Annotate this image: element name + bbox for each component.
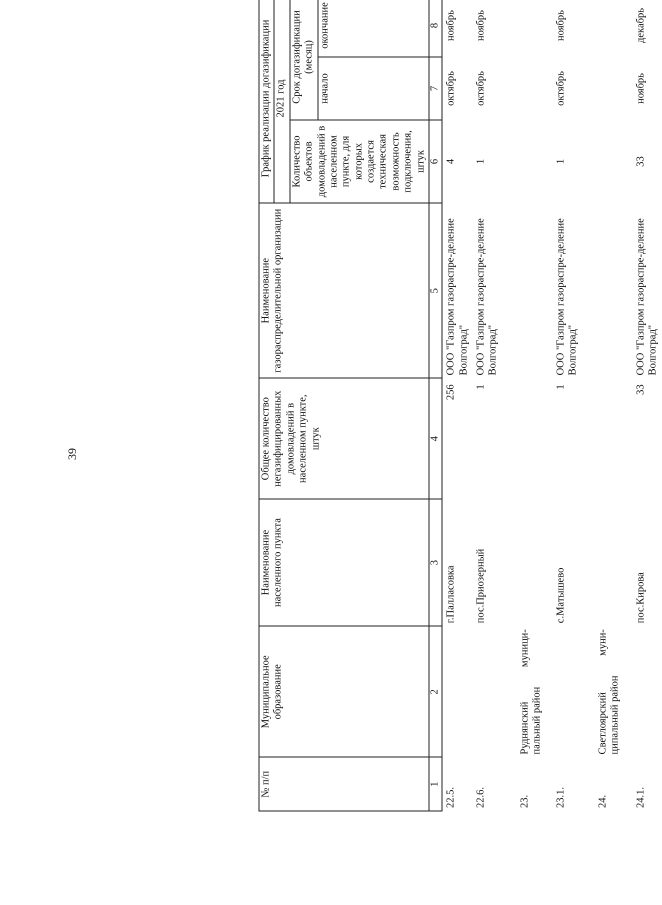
cell-district: Светлоярский муни-ципальный район — [597, 629, 621, 755]
cell-locality: г.Палласовка — [445, 565, 457, 624]
header-term: Срок догазификации (месяц) — [290, 0, 318, 120]
cell-total: 256 — [445, 384, 457, 401]
cell-total: 1 — [555, 384, 567, 390]
col-number-5: 5 — [429, 203, 442, 378]
cell-org — [595, 203, 633, 378]
gasification-table-wrapper — [259, 0, 659, 812]
table-row — [473, 0, 517, 811]
header-end: окончание — [318, 0, 429, 57]
cell-org: ООО "Газпром газораспре-деление Волгоград" — [635, 218, 659, 376]
header-schedule: График реализации догазификации — [259, 0, 274, 203]
table-row — [442, 0, 472, 811]
header-households-count: Количество объектов домовладений в населенном пункте, для которых создается техническая возможность подключения, штук — [290, 120, 429, 203]
table-row — [633, 0, 662, 811]
cell-start — [595, 57, 633, 120]
col-number-8: 8 — [429, 0, 442, 57]
cell-locality: с.Матышево — [555, 567, 567, 624]
col-number-6: 6 — [429, 120, 442, 203]
cell-org: ООО "Газпром газораспре-деление Волгоград" — [445, 218, 470, 376]
cell-num: 22.5. — [445, 787, 457, 808]
cell-end: ноябрь — [475, 10, 487, 41]
cell-count: 1 — [555, 158, 567, 165]
cell-district — [442, 626, 472, 757]
header-total-households: Общее количество негазифицированных домовладений в населенном пункте, штук — [259, 378, 429, 499]
col-number-7: 7 — [429, 57, 442, 120]
cell-locality — [517, 499, 553, 626]
cell-start: октябрь — [555, 71, 567, 106]
cell-org — [517, 203, 553, 378]
cell-num: 24.1. — [635, 787, 647, 808]
cell-count — [517, 120, 553, 203]
col-number-1: 1 — [429, 757, 442, 811]
page-number: 39 — [64, 448, 79, 460]
header-locality: Наименование населенного пункта — [259, 499, 429, 626]
cell-num: 22.6. — [475, 787, 487, 808]
cell-end — [517, 0, 553, 57]
col-number-4: 4 — [429, 378, 442, 499]
col-number-2: 2 — [429, 626, 442, 757]
cell-count: 33 — [635, 156, 647, 167]
cell-org: ООО "Газпром газораспре-деление Волгоград" — [475, 218, 499, 376]
cell-count: 1 — [475, 158, 487, 165]
col-number-3: 3 — [429, 499, 442, 626]
cell-locality: пос.Приозерный — [475, 548, 487, 624]
cell-count — [595, 120, 633, 203]
cell-district — [553, 626, 595, 757]
cell-locality: пос.Кирова — [635, 572, 647, 624]
cell-start: октябрь — [445, 71, 457, 106]
cell-end: ноябрь — [555, 10, 567, 41]
cell-count: 4 — [445, 158, 457, 165]
cell-num: 23.1. — [555, 787, 567, 808]
cell-start: октябрь — [475, 71, 487, 106]
cell-end — [595, 0, 633, 57]
header-start: начало — [318, 57, 429, 120]
table-row — [595, 0, 633, 811]
header-district: Муниципальное образование — [259, 626, 429, 757]
cell-num: 24. — [597, 794, 609, 808]
cell-district — [633, 626, 662, 757]
cell-start: ноябрь — [635, 73, 647, 104]
cell-end: ноябрь — [445, 10, 457, 41]
cell-org: ООО "Газпром газораспре-деление Волгоград" — [555, 218, 579, 376]
cell-num: 23. — [519, 794, 531, 808]
cell-locality — [595, 499, 633, 626]
cell-total: 33 — [635, 384, 647, 395]
table-row — [517, 0, 553, 811]
cell-district — [473, 626, 517, 757]
cell-total — [517, 378, 553, 499]
cell-total — [595, 378, 633, 499]
cell-start — [517, 57, 553, 120]
gasification-table — [259, 0, 662, 812]
header-gas-organization: Наименование газораспределительной организации — [259, 203, 429, 378]
header-year: 2021 год — [274, 0, 289, 203]
header-num: № п/п — [259, 757, 429, 811]
table-row — [553, 0, 595, 811]
cell-end: декабрь — [635, 8, 647, 43]
cell-district: Руднянский муници-пальный район — [519, 629, 543, 755]
cell-total: 1 — [475, 384, 487, 390]
